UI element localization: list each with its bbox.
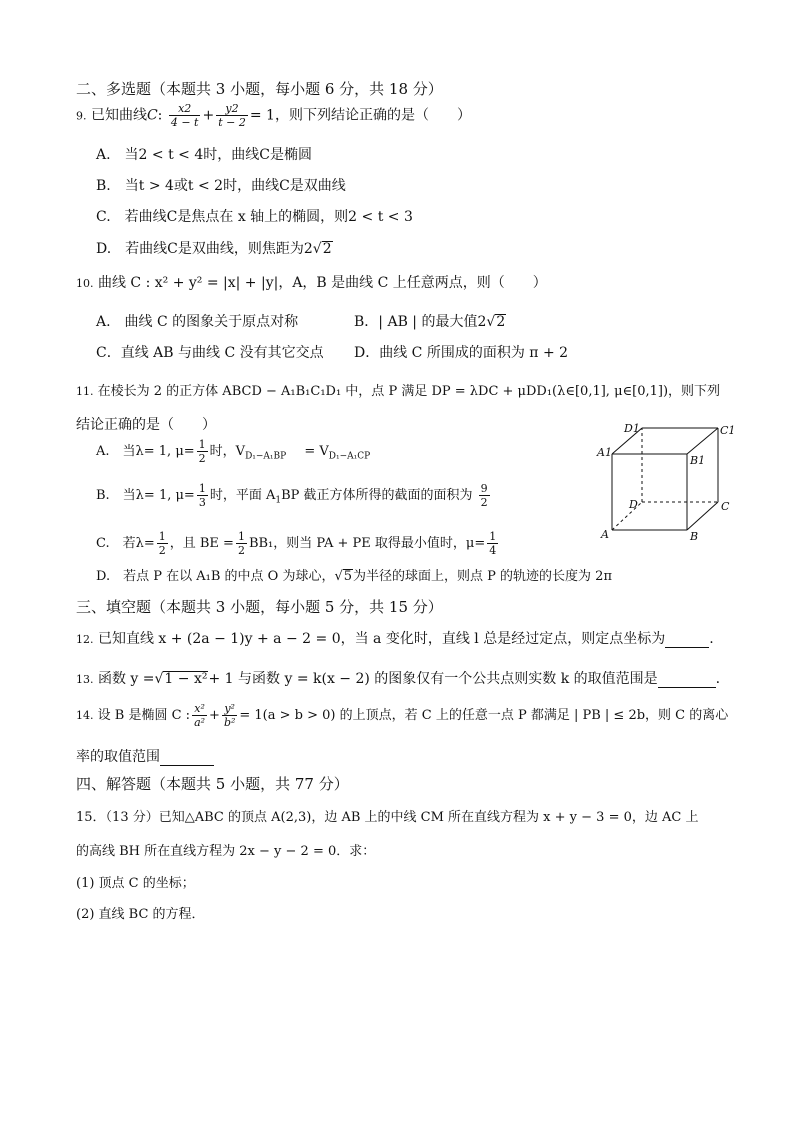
question-13: 13. 函数 y =√1 − x²+ 1 与函数 y = k(x − 2) 的图象仅有一个公共点则实数 k 的取值范围是 . xyxy=(76,671,721,687)
denominator: 4 − t xyxy=(170,116,199,129)
option-b: B．| AB | 的最大值2√2 xyxy=(354,314,506,330)
fraction xyxy=(236,530,247,557)
section-heading: 二、多选题（本题共 3 小题，每小题 6 分，共 18 分） xyxy=(76,80,443,98)
numerator: 9 xyxy=(480,482,488,495)
colon: : xyxy=(157,107,163,124)
period: . xyxy=(715,671,721,687)
radicand: 1 − x² xyxy=(164,671,208,687)
plus: + xyxy=(202,107,215,124)
radicand: 2 xyxy=(322,241,332,257)
option-text: 时，平面 A xyxy=(209,488,276,503)
edge-bc xyxy=(687,502,718,530)
vertex-label-a: A xyxy=(601,528,609,541)
option-text: 时，V xyxy=(209,444,246,459)
question-14 xyxy=(76,702,728,729)
cube-figure xyxy=(592,418,742,546)
vertex-label-c: C xyxy=(721,500,730,513)
curve-name: C xyxy=(146,107,158,124)
question-15-line2: 的高线 BH 所在直线方程为 2x − y − 2 = 0．求： xyxy=(76,844,376,859)
equals: = V xyxy=(304,444,329,459)
option-b: B. 当t > 4或t < 2时，曲线C是双曲线 xyxy=(96,178,346,194)
option-text: A. 当λ= 1, μ= xyxy=(96,444,195,459)
fraction xyxy=(479,482,490,509)
vertex-label-b: B xyxy=(690,530,699,543)
vertex-label-d1: D1 xyxy=(624,422,640,435)
numerator: 1 xyxy=(237,530,245,543)
question-text: + 1 与函数 y = k(x − 2) 的图象仅有一个公共点则实数 k 的取值范围是 xyxy=(208,671,658,687)
question-text: 设 B 是椭圆 C : xyxy=(97,708,191,723)
radicand: 5 xyxy=(343,569,353,584)
option-text: ，且 BE = xyxy=(169,536,234,551)
question-text: 已知直线 x + (2a − 1)y + a − 2 = 0，当 a 变化时，直线 l 总是经过定点，则定点坐标为 xyxy=(97,631,666,647)
section-heading: 三、填空题（本题共 3 小题，每小题 5 分，共 15 分） xyxy=(76,598,443,616)
numerator: 1 xyxy=(198,482,206,495)
equals: = 1 xyxy=(249,107,275,124)
numerator: 1 xyxy=(158,530,166,543)
question-15-part1: (1) 顶点 C 的坐标； xyxy=(76,876,195,891)
question-number: 13. xyxy=(76,673,94,686)
answer-blank xyxy=(665,633,709,648)
numerator: x2 xyxy=(169,102,201,116)
option-a: A. 当2 < t < 4时，曲线C是椭圆 xyxy=(96,147,312,163)
denominator: 2 xyxy=(237,544,245,557)
numerator: y² xyxy=(222,702,237,716)
fraction xyxy=(192,702,207,729)
denominator: t − 2 xyxy=(218,116,246,129)
option-text: BB₁，则当 PA + PE 取得最小值时，μ= xyxy=(248,536,486,551)
period: . xyxy=(709,631,714,647)
plus: + xyxy=(209,708,220,723)
option-d: D. 若曲线C是双曲线，则焦距为2√2 xyxy=(96,241,332,257)
option-text: D. 若曲线C是双曲线，则焦距为2 xyxy=(96,241,313,257)
fraction xyxy=(197,438,208,465)
question-12 xyxy=(76,628,714,648)
denominator: 3 xyxy=(198,496,206,509)
stem-text: 在棱长为 2 的正方体 ABCD − A₁B₁C₁D₁ 中，点 P 满足 DP = λDC + μDD₁(λ∈[0,1], μ∈[0,1])，则下列 xyxy=(97,384,721,399)
option-d: D. 若点 P 在以 A₁B 的中点 O 为球心，√5为半径的球面上，则点 P 的轨迹的长度为 2π xyxy=(96,569,612,584)
option-b xyxy=(96,482,492,509)
vertex-label-a1: A1 xyxy=(597,446,612,459)
denominator: 4 xyxy=(489,544,497,557)
radicand: 2 xyxy=(496,314,506,330)
stem-text: 曲线 C : x² + y² = |x| + |y|，A，B 是曲线 C 上任意两点，则（ ） xyxy=(97,275,547,291)
option-c: C．直线 AB 与曲线 C 没有其它交点 xyxy=(96,345,324,361)
option-text: C. 若λ= xyxy=(96,536,155,551)
subscript: D₁−A₁BP xyxy=(245,451,287,462)
question-11-stem xyxy=(76,380,720,399)
question-number: 9. xyxy=(76,109,87,123)
fraction xyxy=(487,530,498,557)
fraction xyxy=(157,530,168,557)
vertex-label-d: D xyxy=(629,498,638,511)
question-text: 率的取值范围 xyxy=(76,749,160,765)
option-text: BP 截正方体所得的截面的面积为 xyxy=(281,488,473,503)
option-c: C. 若曲线C是焦点在 x 轴上的椭圆，则2 < t < 3 xyxy=(96,209,413,225)
denominator: 2 xyxy=(480,496,488,509)
option-text: D. 若点 P 在以 A₁B 的中点 O 为球心， xyxy=(96,569,335,584)
vertex-label-c1: C1 xyxy=(720,424,736,437)
question-11-stem-line2: 结论正确的是（ ） xyxy=(76,417,216,433)
question-15-line1: 15．（13 分）已知△ABC 的顶点 A(2,3)，边 AB 上的中线 CM 所在直线方程为 x + y − 3 = 0，边 AC 上 xyxy=(76,810,699,825)
fraction xyxy=(197,482,208,509)
stem-tail: ，则下列结论正确的是（ ） xyxy=(274,107,471,124)
option-a xyxy=(96,438,370,465)
stem-lead: 已知曲线 xyxy=(90,107,147,124)
option-text: 为半径的球面上，则点 P 的轨迹的长度为 2π xyxy=(353,569,612,584)
section-heading: 四、解答题（本题共 5 小题，共 77 分） xyxy=(76,775,349,793)
subscript: D₁−A₁CP xyxy=(328,451,371,462)
option-c xyxy=(96,530,500,557)
question-number: 10. xyxy=(76,277,94,290)
option-text: B. 当λ= 1, μ= xyxy=(96,488,195,503)
question-10-stem xyxy=(76,272,547,292)
numerator: x² xyxy=(192,702,207,716)
question-number: 11. xyxy=(76,385,94,398)
denominator: 2 xyxy=(158,544,166,557)
subscript: 1 xyxy=(275,495,282,506)
fraction xyxy=(216,102,248,129)
question-number: 14. xyxy=(76,709,94,722)
answer-blank xyxy=(658,673,716,688)
numerator: 1 xyxy=(489,530,497,543)
question-15-part2: (2) 直线 BC 的方程． xyxy=(76,907,205,922)
denominator: b² xyxy=(223,716,236,729)
option-text: B．| AB | 的最大值2 xyxy=(354,314,487,330)
edge-b1c1 xyxy=(687,428,718,454)
question-14-line2 xyxy=(76,746,214,766)
fraction xyxy=(169,102,201,129)
numerator: y2 xyxy=(216,102,248,116)
fraction xyxy=(222,702,237,729)
numerator: 1 xyxy=(198,438,206,451)
question-text: 函数 y = xyxy=(97,671,155,687)
question-text: = 1(a > b > 0) 的上顶点，若 C 上的任意一点 P 都满足 | PB | ≤ 2b，则 C 的离心 xyxy=(239,708,729,723)
question-9-stem xyxy=(76,102,471,129)
denominator: a² xyxy=(194,716,206,729)
answer-blank xyxy=(160,751,214,766)
denominator: 2 xyxy=(198,452,206,465)
option-a: A. 曲线 C 的图象关于原点对称 xyxy=(96,314,299,330)
question-number: 12. xyxy=(76,633,94,646)
vertex-label-b1: B1 xyxy=(690,454,706,467)
option-d: D．曲线 C 所围成的面积为 π + 2 xyxy=(354,345,569,361)
